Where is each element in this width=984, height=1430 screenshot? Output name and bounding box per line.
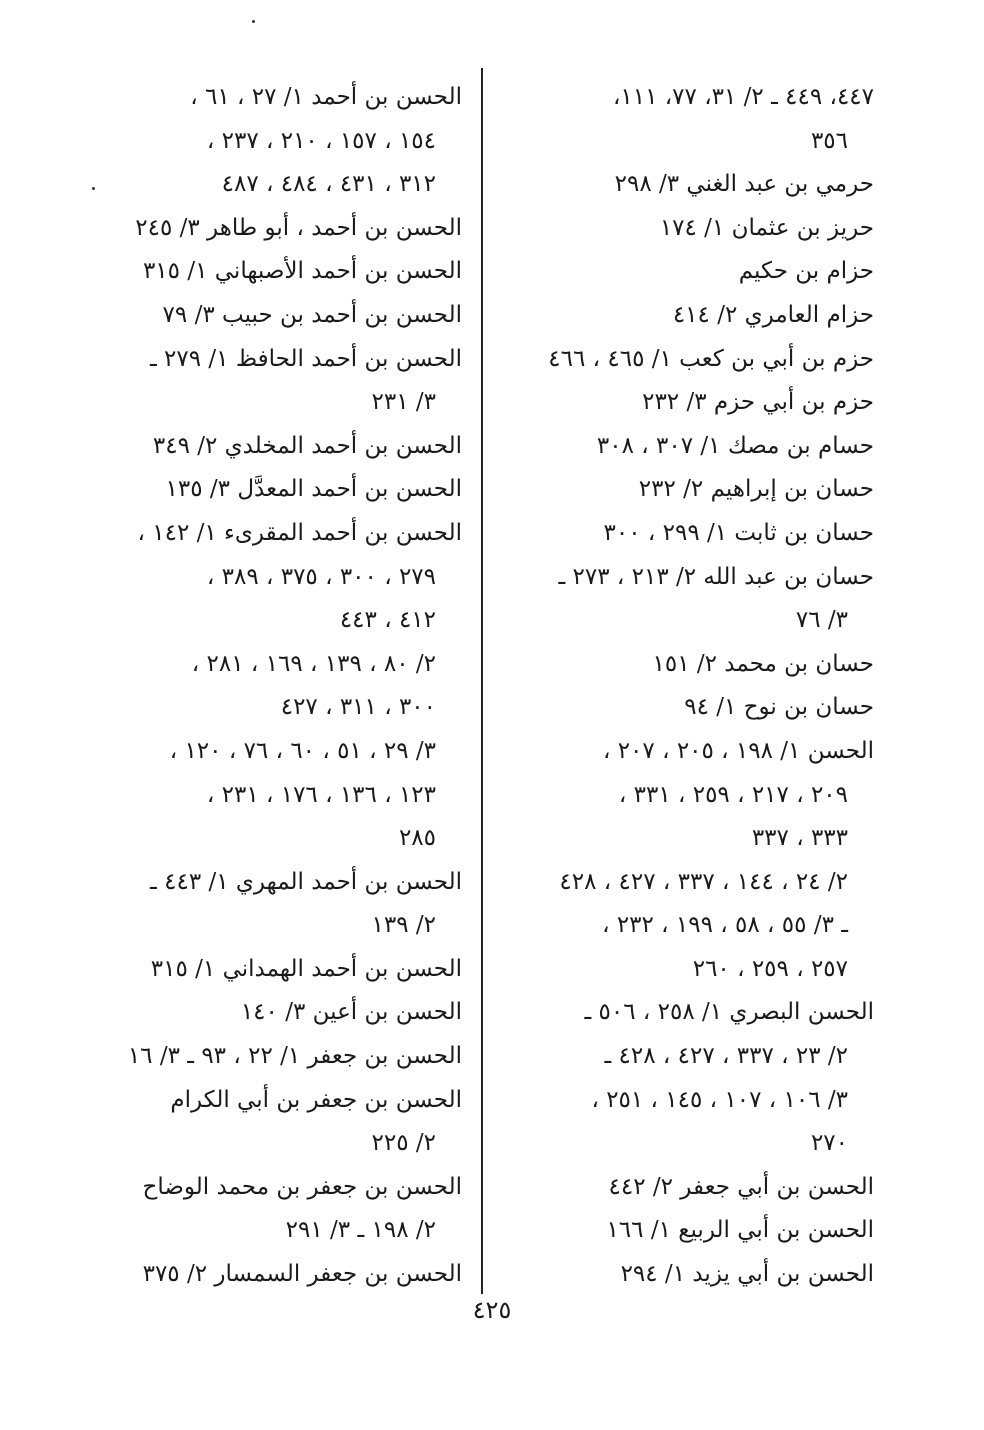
index-column-left [96, 76, 462, 1297]
index-entry-continuation: ٣/ ٢٣١ [371, 389, 436, 416]
index-entry: حسام بن مصك ١/ ٣٠٧ ، ٣٠٨ [596, 432, 874, 459]
index-entry-continuation: ٢/ ١٩٨ ـ ٣/ ٢٩١ [285, 1217, 436, 1244]
index-entry-continuation: ١٢٣ ، ١٣٦ ، ١٧٦ ، ٢٣١ ، [206, 781, 436, 808]
column-divider [481, 68, 483, 1294]
index-entry-continuation: ٤١٢ ، ٤٤٣ [339, 607, 436, 634]
index-entry: الحسن بن أحمد الحافظ ١/ ٢٧٩ ـ [149, 345, 462, 372]
index-entry: الحسن بن أحمد المخلدي ٢/ ٣٤٩ [152, 432, 462, 459]
ink-speck [92, 187, 95, 190]
index-entry-continuation: ٣/ ٧٦ [795, 607, 848, 634]
index-entry: الحسن بن جعفر بن أبي الكرام [170, 1086, 462, 1113]
index-entry-continuation: ٢/ ٢٣ ، ٣٣٧ ، ٤٢٧ ، ٤٢٨ ـ [604, 1043, 848, 1070]
index-entry: حزام بن حكيم [738, 258, 874, 285]
index-entry-continuation: ٣١٢ ، ٤٣١ ، ٤٨٤ ، ٤٨٧ [221, 171, 436, 198]
index-entry: حزم بن أبي حزم ٣/ ٢٣٢ [642, 389, 874, 416]
index-entry: حسان بن عبد الله ٢/ ٢١٣ ، ٢٧٣ ـ [558, 563, 874, 590]
index-entry-continuation: ٣٠٠ ، ٣١١ ، ٤٢٧ [280, 694, 436, 721]
index-entry-continuation: ٢٠٩ ، ٢١٧ ، ٢٥٩ ، ٣٣١ ، [618, 781, 848, 808]
index-entry-continuation: ٢/ ٢٤ ، ١٤٤ ، ٣٣٧ ، ٤٢٧ ، ٤٢٨ [559, 868, 848, 895]
index-entry-continuation: ٢/ ٨٠ ، ١٣٩ ، ١٦٩ ، ٢٨١ ، [191, 650, 436, 677]
index-entry-continuation: ٣/ ٢٩ ، ٥١ ، ٦٠ ، ٧٦ ، ١٢٠ ، [169, 737, 436, 764]
index-entry: الحسن بن أبي جعفر ٢/ ٤٤٢ [608, 1173, 874, 1200]
index-entry-continuation: ٢٥٧ ، ٢٥٩ ، ٢٦٠ [692, 955, 848, 982]
index-entry: ٤٤٧، ٤٤٩ ـ ٢/ ٣١، ٧٧، ١١١، [612, 84, 874, 110]
index-entry: الحسن بن أبي الربيع ١/ ١٦٦ [606, 1217, 874, 1244]
index-entry-continuation: ٢٧٩ ، ٣٠٠ ، ٣٧٥ ، ٣٨٩ ، [206, 563, 436, 590]
index-entry: حريز بن عثمان ١/ ١٧٤ [659, 214, 874, 241]
ink-speck [252, 20, 255, 23]
page-number: ٤٢٥ [472, 1296, 512, 1324]
index-entry: الحسن بن جعفر ١/ ٢٢ ، ٩٣ ـ ٣/ ١٦ [127, 1043, 462, 1070]
index-entry-continuation: ٢٨٥ [398, 825, 436, 852]
index-entry-continuation: ٢/ ١٣٩ [371, 912, 436, 939]
index-entry: الحسن بن أبي يزيد ١/ ٢٩٤ [620, 1261, 874, 1288]
index-entry: الحسن بن أحمد بن حبيب ٣/ ٧٩ [162, 301, 462, 328]
index-entry: الحسن بن أحمد ١/ ٢٧ ، ٦١ ، [190, 84, 462, 110]
index-entry: حسان بن إبراهيم ٢/ ٢٣٢ [638, 476, 874, 503]
index-entry: حسان بن ثابت ١/ ٢٩٩ ، ٣٠٠ [603, 519, 874, 546]
index-entry: الحسن بن أحمد ، أبو طاهر ٣/ ٢٤٥ [135, 214, 462, 241]
index-entry: حرمي بن عبد الغني ٣/ ٢٩٨ [614, 171, 874, 198]
index-entry: الحسن بن جعفر بن محمد الوضاح [142, 1173, 462, 1200]
index-entry-continuation: ٣٥٦ [810, 127, 848, 154]
index-entry: الحسن بن أحمد المعدَّل ٣/ ١٣٥ [165, 476, 462, 503]
index-entry: حزام العامري ٢/ ٤١٤ [672, 301, 874, 328]
index-entry: الحسن بن أعين ٣/ ١٤٠ [240, 999, 462, 1026]
index-entry: حزم بن أبي بن كعب ١/ ٤٦٥ ، ٤٦٦ [548, 345, 874, 372]
index-entry: الحسن ١/ ١٩٨ ، ٢٠٥ ، ٢٠٧ ، [602, 737, 874, 764]
index-entry: الحسن بن جعفر السمسار ٢/ ٣٧٥ [142, 1261, 462, 1288]
index-entry: حسان بن نوح ١/ ٩٤ [684, 694, 874, 721]
index-entry-continuation: ٣٣٣ ، ٣٣٧ [751, 825, 848, 852]
index-entry-continuation: ٣/ ١٠٦ ، ١٠٧ ، ١٤٥ ، ٢٥١ ، [591, 1086, 848, 1113]
index-entry-continuation: ٢٧٠ [810, 1130, 848, 1157]
index-entry-continuation: ١٥٤ ، ١٥٧ ، ٢١٠ ، ٢٣٧ ، [206, 127, 436, 154]
index-entry: الحسن بن أحمد المقرىء ١/ ١٤٢ ، [137, 519, 462, 546]
index-entry: الحسن بن أحمد المهري ١/ ٤٤٣ ـ [150, 868, 462, 895]
index-entry-continuation: ٢/ ٢٢٥ [371, 1130, 436, 1157]
index-entry: الحسن بن أحمد الأصبهاني ١/ ٣١٥ [142, 258, 462, 285]
index-entry: حسان بن محمد ٢/ ١٥١ [652, 650, 874, 677]
index-entry: الحسن بن أحمد الهمداني ١/ ٣١٥ [150, 955, 462, 982]
index-column-right [512, 76, 874, 1297]
index-entry-continuation: ـ ٣/ ٥٥ ، ٥٨ ، ١٩٩ ، ٢٣٢ ، [602, 912, 848, 939]
index-entry: الحسن البصري ١/ ٢٥٨ ، ٥٠٦ ـ [584, 999, 874, 1026]
